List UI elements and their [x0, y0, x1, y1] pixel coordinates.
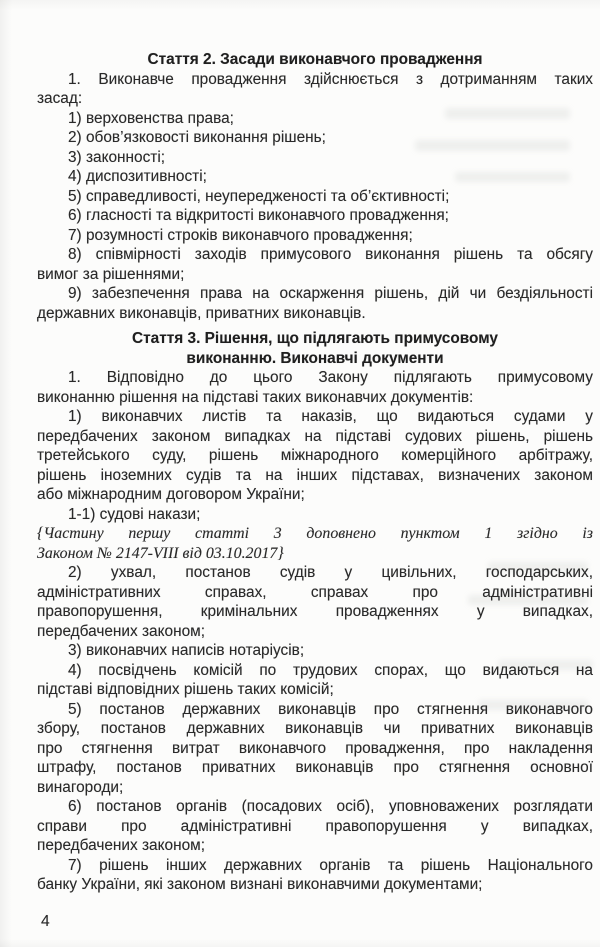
- article-3-item-7: [37, 856, 593, 895]
- text-line: засад:: [37, 90, 83, 107]
- article-2-item-8: [37, 245, 593, 284]
- list-item: 6) гласності та відкритості виконавчого провадження;: [68, 207, 449, 224]
- article-3-item-1: [37, 407, 593, 505]
- text-line: 6) постанов органів (посадових осіб), уповноважених розглядати: [68, 798, 593, 815]
- article-3-heading: [37, 329, 593, 368]
- text-line: 8) співмірності заходів примусового виконання рішень та обсягу: [68, 246, 593, 263]
- list-item: 4) диспозитивності;: [68, 168, 207, 185]
- text-line: або міжнародним договором України;: [37, 486, 305, 503]
- article-3-intro: [37, 368, 593, 407]
- heading-line: Стаття 3. Рішення, що підлягають примусовому: [132, 330, 498, 347]
- text-line: 5) постанов державних виконавців про стягнення виконавчого: [68, 700, 593, 718]
- article-3-item-5: [37, 700, 593, 798]
- article-2-list: [37, 109, 593, 246]
- page-number: 4: [41, 913, 50, 930]
- text-line: 7) рішень інших державних органів та рішень Національного: [68, 856, 593, 874]
- amendment-note: [37, 524, 593, 563]
- list-item: 2) обов’язковості виконання рішень;: [68, 129, 326, 146]
- text-line: штрафу, постанов приватних виконавців про стягнення основної: [37, 759, 593, 776]
- list-item: 7) розумності строків виконавчого провадження;: [68, 226, 413, 244]
- scan-edge-shadow-top: [0, 0, 600, 10]
- text-line: адміністративних справах, справах про адміністративні: [37, 583, 593, 601]
- list-item: 1) верховенства права;: [68, 109, 234, 127]
- text-line: збору, постанов державних виконавців чи приватних виконавців: [37, 720, 593, 737]
- scan-edge-shadow-bottom: [0, 939, 600, 947]
- article-2-item-9: [37, 284, 593, 323]
- text-line: {Частину першу статті 3 доповнено пунктом 1 згідно із: [37, 525, 593, 542]
- text-line: передбачених законом випадках на підставі судових рішень, рішень: [37, 427, 593, 445]
- article-2-heading: [37, 50, 593, 70]
- text-line: виконанню рішення на підставі таких виконавчих документів:: [37, 388, 474, 406]
- text-line: Законом № 2147-VIII від 03.10.2017}: [37, 544, 284, 562]
- text-line: справи про адміністративні правопорушення у випадках,: [37, 817, 593, 835]
- article-3-item-1-1: [37, 505, 593, 525]
- text-line: державних виконавців, приватних виконавців.: [37, 304, 366, 322]
- text-line: правопорушення, кримінальних провадженнях у випадках,: [37, 603, 593, 620]
- text-line: 4) посвідчень комісій по трудових спорах, що видаються на: [68, 661, 593, 679]
- article-3-item-3: [37, 641, 593, 661]
- heading-line: Стаття 2. Засади виконавчого провадження: [147, 51, 483, 68]
- scan-edge-shadow-left: [0, 0, 12, 947]
- page-body-text: [37, 50, 593, 895]
- list-item: 1-1) судові накази;: [68, 505, 201, 523]
- text-line: винагороди;: [37, 778, 124, 796]
- list-item: 5) справедливості, неупередженості та об’єктивності;: [68, 187, 450, 205]
- text-line: рішень іноземних судів та на інших підставах, визначених законом: [37, 466, 593, 484]
- text-line: 2) ухвал, постанов судів у цивільних, господарських,: [68, 564, 593, 581]
- text-line: 1. Відповідно до цього Закону підлягають примусовому: [68, 369, 593, 386]
- text-line: передбачених законом;: [37, 622, 205, 640]
- text-line: вимог за рішеннями;: [37, 265, 185, 283]
- article-3-item-4: [37, 661, 593, 700]
- heading-line: виконанню. Виконавчі документи: [186, 349, 444, 367]
- text-line: підставі відповідних рішень таких комісій;: [37, 681, 334, 698]
- article-2-intro: [37, 70, 593, 109]
- text-line: 1) виконавчих листів та наказів, що видаються судами у: [68, 408, 593, 425]
- article-3-item-2: [37, 563, 593, 641]
- text-line: про стягнення витрат виконавчого провадження, про накладення: [37, 739, 593, 757]
- list-item: 3) законності;: [68, 148, 166, 166]
- text-line: банку України, які законом визнані виконавчими документами;: [37, 876, 483, 893]
- text-line: 1. Виконавче провадження здійснюється з дотриманням таких: [68, 70, 593, 88]
- text-line: третейського суду, рішень міжнародного комерційного арбітражу,: [37, 447, 593, 464]
- article-3-item-6: [37, 797, 593, 856]
- text-line: 9) забезпечення права на оскарження рішень, дій чи бездіяльності: [68, 285, 593, 302]
- text-line: передбачених законом;: [37, 837, 205, 854]
- list-item: 3) виконавчих написів нотаріусів;: [68, 642, 305, 659]
